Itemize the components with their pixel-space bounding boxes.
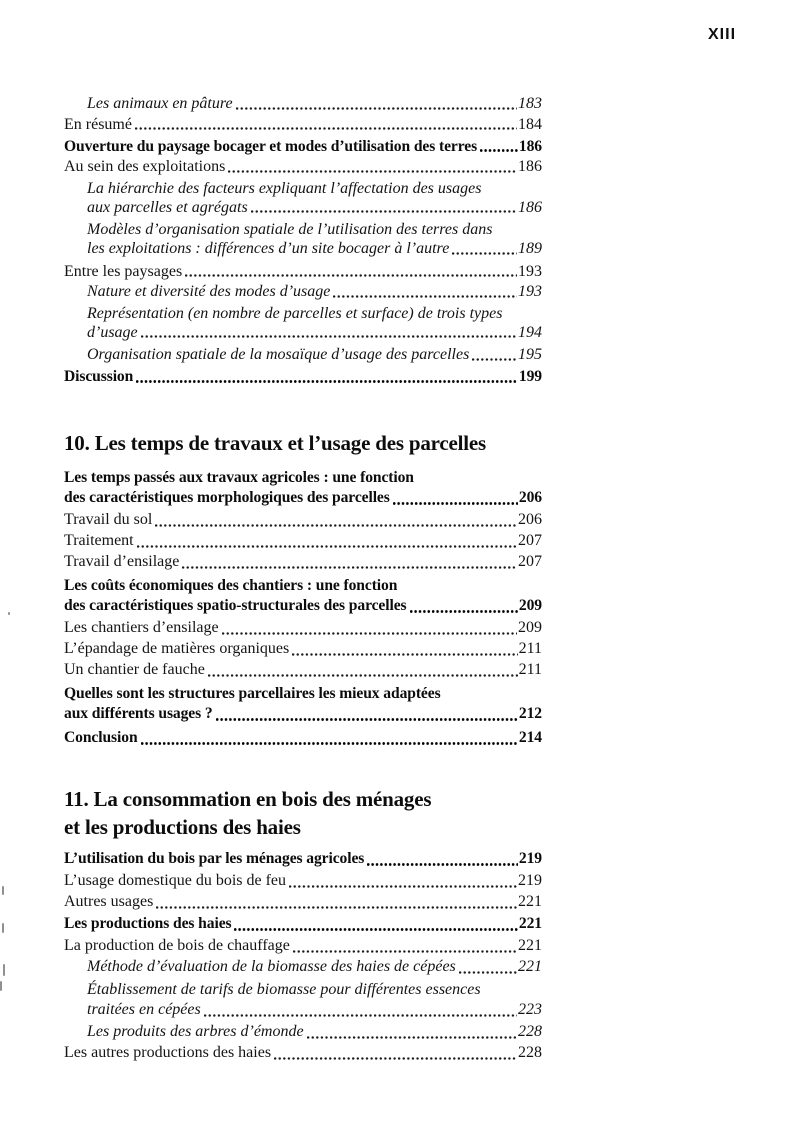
- toc-entry: [64, 980, 542, 1020]
- toc-entry-line: [64, 576, 542, 596]
- toc-entry-text: aux différents usages ?: [64, 705, 213, 722]
- dot-leader: [251, 210, 517, 213]
- toc-entry-line: [64, 728, 542, 748]
- chapter-heading: [64, 785, 542, 841]
- dot-leader: [459, 971, 517, 974]
- toc-entry-text: Entre les paysages: [64, 262, 183, 280]
- toc-entry: [64, 115, 542, 134]
- dot-leader: [155, 524, 517, 527]
- toc-entry-text: Modèles d’organisation spatiale de l’utilisation des terres dans: [87, 221, 493, 238]
- toc-entry-text: Représentation (en nombre de parcelles et surface) de trois types: [87, 304, 503, 322]
- toc-entry-text: La hiérarchie des facteurs expliquant l’affectation des usages: [87, 179, 482, 197]
- scan-artifact: [2, 886, 4, 895]
- toc-entry-line: [87, 304, 542, 323]
- toc-entry-line: [64, 849, 542, 869]
- toc-entry-page-number: 199: [518, 368, 542, 385]
- toc-entry-line: [87, 1000, 542, 1020]
- toc-entry: [64, 510, 542, 530]
- toc-entry: [64, 220, 542, 258]
- dot-leader: [289, 885, 517, 888]
- toc-entry-line: [64, 936, 542, 956]
- toc-entry-text: aux parcelles et agrégats: [87, 198, 248, 216]
- toc-entry-text: Ouverture du paysage bocager et modes d’utilisation des terres: [64, 137, 478, 155]
- dot-leader: [234, 928, 517, 931]
- toc-entry-text: Les productions des haies: [64, 915, 232, 932]
- toc-entry: [64, 684, 542, 724]
- toc-entry-line: [64, 137, 542, 156]
- toc-entry-line: [87, 957, 542, 977]
- toc-entry: [64, 468, 542, 508]
- toc-entry-text: Les produits des arbres d’émonde: [87, 1023, 304, 1040]
- chapter-heading-line: 10. Les temps de travaux et l’usage des parcelles: [64, 431, 487, 455]
- toc-entry: [64, 94, 542, 113]
- table-of-contents: [64, 0, 542, 1145]
- toc-entry: [64, 871, 542, 891]
- toc-entry-line: [64, 367, 542, 386]
- toc-entry-text: Quelles sont les structures parcellaires les mieux adaptées: [64, 685, 441, 702]
- toc-entry-text: L’utilisation du bois par les ménages agricoles: [64, 850, 365, 867]
- toc-entry-text: Les coûts économiques des chantiers : une fonction: [64, 577, 398, 594]
- toc-entry-text: Autres usages: [64, 893, 154, 910]
- toc-entry-line: [64, 552, 542, 572]
- toc-entry: [64, 345, 542, 364]
- toc-entry-text: Travail du sol: [64, 511, 153, 528]
- toc-entry: [64, 367, 542, 386]
- dot-leader: [292, 653, 517, 656]
- toc-entry: [64, 157, 542, 176]
- dot-leader: [228, 170, 517, 173]
- toc-entry-line: [64, 115, 542, 134]
- toc-entry-page-number: 194: [518, 323, 542, 341]
- toc-entry-line: [64, 914, 542, 934]
- dot-leader: [185, 274, 517, 277]
- toc-entry-page-number: 228: [518, 1023, 542, 1040]
- chapter-heading-line: 11. La consommation en bois des ménages: [64, 787, 432, 811]
- toc-entry-text: Les temps passés aux travaux agricoles : une fonction: [64, 469, 414, 486]
- toc-entry: [64, 892, 542, 912]
- toc-entry-line: [64, 157, 542, 176]
- toc-entry-page-number: 206: [518, 489, 542, 506]
- toc-entry: [64, 531, 542, 551]
- toc-entry-line: [87, 323, 542, 342]
- toc-entry-text: L’usage domestique du bois de feu: [64, 872, 287, 889]
- toc-entry: [64, 914, 542, 934]
- toc-entry-text: Les chantiers d’ensilage: [64, 619, 219, 636]
- toc-entry-line: [64, 510, 542, 530]
- toc-entry-page-number: 184: [518, 115, 542, 133]
- dot-leader: [216, 718, 518, 721]
- toc-entry-text: Au sein des exploitations: [64, 158, 226, 175]
- toc-entry-text: Méthode d’évaluation de la biomasse des haies de cépées: [87, 958, 456, 975]
- toc-entry-page-number: 195: [518, 346, 542, 363]
- toc-entry-text: La production de bois de chauffage: [64, 937, 290, 954]
- toc-entry-text: Nature et diversité des modes d’usage: [87, 283, 331, 300]
- toc-entry-page-number: 214: [518, 729, 542, 746]
- toc-entry-line: [64, 704, 542, 724]
- toc-entry-page-number: 211: [518, 640, 542, 657]
- toc-entry-page-number: 209: [518, 597, 542, 614]
- toc-entry-line: [87, 239, 542, 258]
- toc-entry: [64, 179, 542, 217]
- dot-leader: [480, 149, 518, 152]
- toc-entry-page-number: 193: [518, 262, 542, 280]
- toc-entry-text: des caractéristiques spatio-structurales des parcelles: [64, 597, 407, 614]
- toc-entry-line: [64, 468, 542, 488]
- toc-entry-text: Conclusion: [64, 729, 138, 746]
- toc-entry: [64, 304, 542, 342]
- toc-entry-page-number: 223: [518, 1001, 542, 1018]
- dot-leader: [274, 1057, 517, 1060]
- dot-leader: [135, 127, 517, 130]
- dot-leader: [452, 252, 517, 255]
- chapter-heading-line: et les productions des haies: [64, 815, 301, 839]
- toc-entry-text: Les animaux en pâture: [87, 95, 233, 112]
- scan-artifact: [2, 923, 4, 933]
- toc-entry: [64, 957, 542, 977]
- toc-entry-page-number: 221: [518, 937, 542, 954]
- toc-entry-page-number: 183: [518, 95, 542, 112]
- toc-entry-line: [64, 639, 542, 659]
- toc-entry-text: Établissement de tarifs de biomasse pour différentes essences: [87, 981, 481, 998]
- toc-entry-page-number: 221: [518, 958, 542, 975]
- toc-entry-page-number: 228: [518, 1044, 542, 1061]
- toc-entry-text: Un chantier de fauche: [64, 661, 205, 678]
- toc-entry-line: [64, 871, 542, 891]
- toc-entry-page-number: 193: [518, 283, 542, 300]
- toc-entry-line: [87, 220, 542, 239]
- dot-leader: [141, 335, 517, 338]
- toc-entry-line: [87, 282, 542, 301]
- toc-entry-page-number: 189: [518, 240, 542, 257]
- scan-artifact: [3, 964, 5, 976]
- toc-entry: [64, 576, 542, 616]
- toc-entry-line: [64, 618, 542, 638]
- toc-entry-text: Discussion: [64, 368, 134, 385]
- dot-leader: [367, 863, 518, 866]
- toc-entry-page-number: 219: [518, 850, 542, 867]
- toc-entry-line: [87, 179, 542, 198]
- toc-entry-line: [87, 345, 542, 364]
- toc-entry-text: les exploitations : différences d’un site bocager à l’autre: [87, 240, 450, 257]
- dot-leader: [222, 632, 517, 635]
- toc-entry-line: [64, 684, 542, 704]
- toc-entry-text: En résumé: [64, 115, 132, 133]
- dot-leader: [156, 906, 517, 909]
- toc-entry: [64, 1022, 542, 1042]
- toc-entry-line: [87, 94, 542, 113]
- toc-entry: [64, 639, 542, 659]
- toc-entry-line: [64, 892, 542, 912]
- toc-entry-text: Les autres productions des haies: [64, 1044, 272, 1061]
- toc-entry-page-number: 209: [518, 619, 542, 636]
- toc-entry-text: Organisation spatiale de la mosaïque d’usage des parcelles: [87, 346, 470, 363]
- toc-entry: [64, 1043, 542, 1063]
- toc-entry-page-number: 206: [518, 511, 542, 528]
- toc-entry: [64, 262, 542, 281]
- toc-entry-text: L’épandage de matières organiques: [64, 640, 290, 657]
- toc-entry-line: [64, 660, 542, 680]
- dot-leader: [182, 566, 517, 569]
- toc-entry-line: [64, 596, 542, 616]
- toc-entry-page-number: 186: [518, 137, 542, 155]
- scan-artifact: [0, 981, 2, 991]
- dot-leader: [307, 1036, 517, 1039]
- toc-entry-page-number: 212: [518, 705, 542, 722]
- toc-entry-text: des caractéristiques morphologiques des parcelles: [64, 489, 390, 506]
- chapter-heading: [64, 430, 542, 456]
- dot-leader: [293, 950, 517, 953]
- toc-entry-line: [87, 1022, 542, 1042]
- toc-entry-line: [64, 262, 542, 281]
- page-number: XIII: [708, 26, 737, 43]
- dot-leader: [333, 295, 517, 298]
- toc-entry-page-number: 211: [518, 661, 542, 678]
- toc-entry-page-number: 207: [518, 532, 542, 549]
- dot-leader: [236, 107, 517, 110]
- toc-entry: [64, 137, 542, 156]
- toc-entry-line: [64, 1043, 542, 1063]
- dot-leader: [472, 358, 517, 361]
- toc-entry-page-number: 221: [518, 893, 542, 910]
- toc-entry: [64, 552, 542, 572]
- toc-entry: [64, 618, 542, 638]
- toc-entry-page-number: 207: [518, 553, 542, 570]
- toc-entry: [64, 660, 542, 680]
- dot-leader: [410, 610, 518, 613]
- toc-entry-text: Travail d’ensilage: [64, 553, 180, 570]
- toc-entry-line: [64, 488, 542, 508]
- toc-section-1: [64, 430, 542, 750]
- scan-artifact: [8, 612, 10, 615]
- toc-entry: [64, 849, 542, 869]
- dot-leader: [136, 380, 518, 383]
- toc-entry-text: traitées en cépées: [87, 1001, 201, 1018]
- toc-section-2: [64, 785, 542, 1064]
- toc-entry: [64, 282, 542, 301]
- dot-leader: [204, 1014, 517, 1017]
- toc-entry-line: [87, 198, 542, 217]
- dot-leader: [141, 742, 518, 745]
- toc-entry-text: Traitement: [64, 532, 134, 549]
- toc-entry-text: d’usage: [87, 323, 138, 341]
- toc-entry-line: [87, 980, 542, 1000]
- toc-entry: [64, 728, 542, 748]
- dot-leader: [393, 502, 518, 505]
- toc-section-0: [64, 94, 542, 388]
- toc-entry-line: [64, 531, 542, 551]
- toc-entry-page-number: 219: [518, 872, 542, 889]
- toc-entry: [64, 936, 542, 956]
- dot-leader: [208, 674, 518, 677]
- toc-entry-page-number: 221: [518, 915, 542, 932]
- toc-entry-page-number: 186: [518, 158, 542, 175]
- dot-leader: [137, 545, 517, 548]
- toc-entry-page-number: 186: [518, 198, 542, 216]
